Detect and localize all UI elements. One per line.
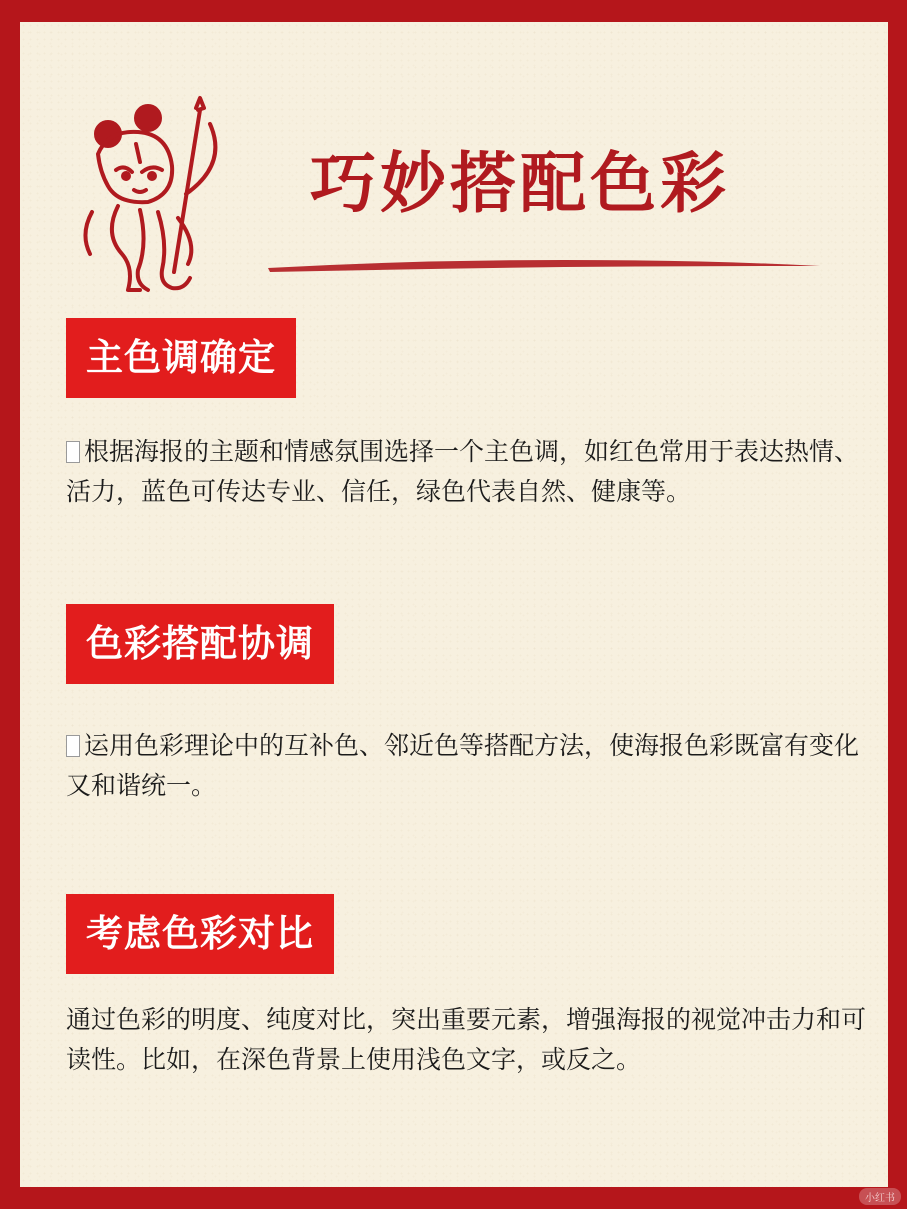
section-text-color-contrast: 通过色彩的明度、纯度对比，突出重要元素，增强海报的视觉冲击力和可读性。比如，在深色背景上使用浅色文字，或反之。 <box>66 1005 867 1074</box>
section-text-color-harmony <box>66 726 882 806</box>
poster-frame <box>20 22 888 1187</box>
section-text-main-hue-body: 根据海报的主题和情感氛围选择一个主色调，如红色常用于表达热情、活力，蓝色可传达专业、信任，绿色代表自然、健康等。 <box>66 437 860 506</box>
section-text-main-hue <box>66 432 882 512</box>
section-heading-color-harmony: 色彩搭配协调 <box>66 604 334 684</box>
placeholder-box-icon <box>66 735 80 757</box>
section-heading-main-hue: 主色调确定 <box>66 318 296 398</box>
title-underline <box>264 248 824 278</box>
page-title: 巧妙搭配色彩 <box>310 144 730 222</box>
watermark: 小红书 <box>859 1188 901 1205</box>
placeholder-box-icon <box>66 441 80 463</box>
section-text-color-harmony-body: 运用色彩理论中的互补色、邻近色等搭配方法，使海报色彩既富有变化又和谐统一。 <box>66 731 860 800</box>
nezha-doodle-logo <box>78 94 228 304</box>
section-heading-color-contrast: 考虑色彩对比 <box>66 894 334 974</box>
